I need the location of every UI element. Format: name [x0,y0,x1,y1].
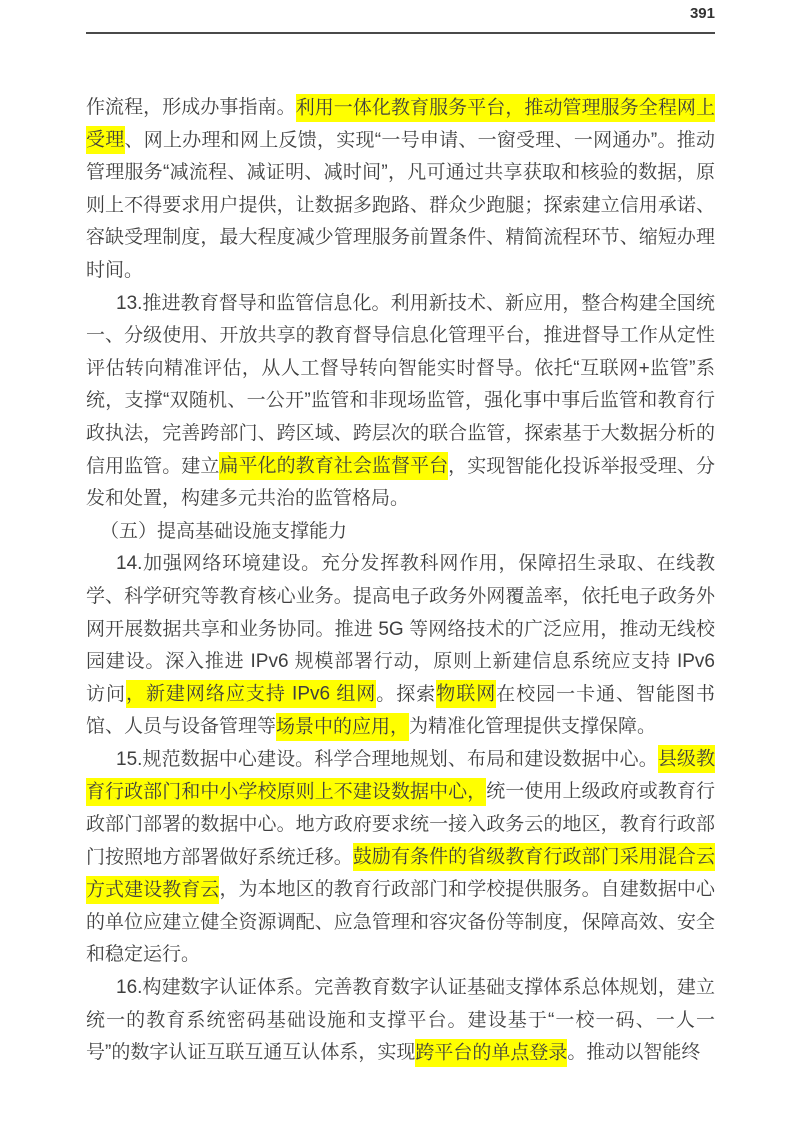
text-segment: 16.构建数字认证体系。完善教育数字认证基础支撑体系总体规划，建立统一的教育系统密码基础设施和支撑平台。建设基于“一校一码、一人一号”的数字认证互联互通互认体系，实现 [86,977,715,1064]
text-segment: 统一使用上级政府或教育行政部门部署的数据中心。地方政府要求统一接入政务云的地区，教育行政部门按照地方部署做好系统迁移。 [86,781,715,868]
highlighted-text-segment: 鼓励有条件的省级教育行政部门采用混合云方式建设教育云 [86,843,715,904]
text-segment: 13.推进教育督导和监管信息化。利用新技术、新应用，整合构建全国统一、分级使用、开放共享的教育督导信息化管理平台，推进督导工作从定性评估转向精准评估，从人工督导转向智能实时督导。依托“互联网+监管”系统，支撑“双随机、一公开”监管和非现场监管，强化事中事后监管和教育行政执法，完善跨部门、跨区域、跨层次的联合监管，探索基于大数据分析的信用监管。建立 [86,292,715,477]
text-segment: 、网上办理和网上反馈，实现“一号申请、一窗受理、一网通办”。推动管理服务“减流程、减证明、减时间”，凡可通过共享获取和核验的数据，原则上不得要求用户提供，让数据多跑路、群众少跑腿；探索建立信用承诺、容缺受理制度，最大程度减少管理服务前置条件、精简流程环节、缩短办理时间。 [86,129,715,281]
paragraph [86,548,715,744]
header-rule [86,32,715,34]
text-segment: 在校园一卡通、智能图书馆、人员与设备管理等 [86,683,715,738]
text-segment: ，实现智能化投诉举报受理、分发和处置，构建多元共治的监管格局。 [86,455,715,510]
paragraph [86,92,715,288]
highlighted-text-segment: 场景中的应用， [276,713,409,741]
paragraph [86,516,715,549]
text-segment: ，为本地区的教育行政部门和学校提供服务。自建数据中心的单位应建立健全资源调配、应急管理和容灾备份等制度，保障高效、安全和稳定运行。 [86,879,715,966]
text-segment: 。探索 [376,683,437,705]
text-segment: 14.加强网络环境建设。充分发挥教科网作用，保障招生录取、在线教学、科学研究等教育核心业务。提高电子政务外网覆盖率，依托电子政务外网开展数据共享和业务协同。推进 5G 等网络技术的广泛应用，推动无线校园建设。深入推进 IPv6 规模部署行动，原则上新建信息系统应支持 IPv6 访问 [86,553,715,705]
page-header [86,0,715,34]
text-segment: 。推动以智能终 [567,1042,701,1064]
highlighted-text-segment: 跨平台的单点登录 [415,1039,567,1067]
text-segment: 作流程，形成办事指南。 [86,97,296,118]
text-segment: （五）提高基础设施支撑能力 [100,520,348,542]
paragraph [86,744,715,972]
document-body [86,92,715,1070]
highlighted-text-segment: ，新建网络应支持 IPv6 组网 [126,680,376,708]
highlighted-text-segment: 扁平化的教育社会监督平台 [219,452,448,480]
paragraph [86,972,715,1070]
page-number: 391 [689,5,715,22]
paragraph [86,288,715,516]
highlighted-text-segment: 物联网 [436,680,496,708]
highlighted-text-segment: 县级教育行政部门和中小学校原则上不建设数据中心， [86,745,715,806]
text-segment: 15.规范数据中心建设。科学合理地规划、布局和建设数据中心。 [116,748,658,770]
highlighted-text-segment: 利用一体化教育服务平台，推动管理服务全程网上受理 [86,94,715,155]
text-segment: 为精准化管理提供支撑保障。 [409,716,657,738]
